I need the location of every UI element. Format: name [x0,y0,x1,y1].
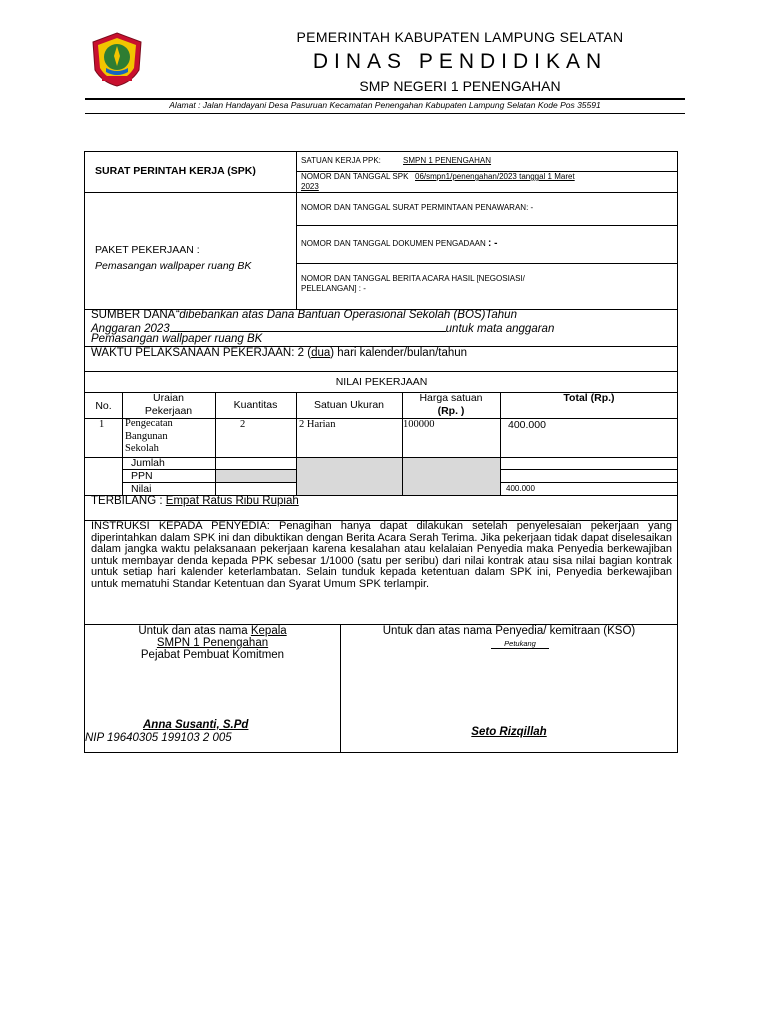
col-uraian: Uraian [153,392,184,404]
terbilang-label: TERBILANG : [91,495,163,507]
dokumen-value: : - [488,238,498,249]
regency-logo [88,30,146,88]
terbilang [91,495,299,507]
divider [85,371,678,372]
row-harga: 100000 [403,419,435,430]
terbilang-value: Empat Ratus Ribu Rupiah [165,495,299,507]
divider [500,392,501,495]
uraian-line: Sekolah [125,443,159,454]
satker-label: SATUAN KERJA PPK: [301,156,381,165]
row-satuan: 2 Harian [299,419,336,430]
divider [296,263,678,264]
jumlah-label: Jumlah [131,457,165,469]
sign-left-line1 [85,625,340,637]
shaded-cell [403,458,500,495]
sign-left-name: Anna Susanti, S.Pd [143,719,249,731]
instruksi-penyedia: INSTRUKSI KEPADA PENYEDIA: Penagihan hanya dapat dilakukan setelah penyelesaian pekerjaan yang diperintahkan dalam SPK ini dan dibuktikan dengan Berita Acara Serah Terima. Jika pekerjaan tidak dapat diselesaikan dalam jangka waktu pelaksanaan pekerjaan karena kesalahan atau kelalaian Penyedia maka Penyedia berkewajiban untuk membayar denda kepada PPK sebesar 1/1000 (satu per seribu) dari nilai kontrak atau sisa nilai bagian kontrak untuk setiap hari kalender keterlambatan. Selain tunduk kepada ketentuan dalam SPK ini, Penyedia berkewajiban untuk mematuhi Standar Ketentuan dan Syarat Umum SPK terlampir. [91,520,672,590]
sign-right-line1: Untuk dan atas nama Penyedia/ kemitraan (KSO) [382,625,636,637]
row-no: 1 [99,419,105,430]
anggaran-year: Anggaran 2023 [91,323,170,335]
row-total: 400.000 [508,419,546,431]
permintaan-penawaran: NOMOR DAN TANGGAL SURAT PERMINTAAN PENAWARAN: - [301,203,534,212]
nilai-pekerjaan-title: NILAI PEKERJAAN [335,376,428,388]
nilai-label: Nilai [131,483,152,495]
berita-acara-line1: NOMOR DAN TANGGAL BERITA ACARA HASIL [NEGOSIASI/ [301,274,525,283]
sumber-dana-label: SUMBER DANA [91,309,176,321]
agency-title: DINAS PENDIDIKAN [312,50,608,73]
sumber-dana-text: “dibebankan atas Dana Bantuan Operasional Sekolah (BOS)Tahun [175,309,517,321]
divider [296,225,678,226]
uraian-line: Pengecatan [125,418,173,429]
school-title: SMP NEGERI 1 PENENGAHAN [359,78,561,94]
government-title: PEMERINTAH KABUPATEN LAMPUNG SELATAN [296,29,624,45]
ppn-label: PPN [131,470,153,482]
waktu-dua: dua [311,347,331,359]
uraian-line: Bangunan [125,430,168,442]
paket-value: Pemasangan wallpaper ruang BK [95,260,252,272]
sign-left-school: SMPN 1 Penengahan [156,637,269,649]
sign-left-nip: NIP 19640305 199103 2 005 [85,732,232,744]
sign-right-name: Seto Rizqillah [471,726,547,738]
col-uraian-2: Pekerjaan [144,405,193,417]
spk-form [84,151,678,753]
spk-number-value: 06/smpn1/penengahan/2023 tanggal 1 Maret [415,172,575,181]
spk-number-year: 2023 [301,182,319,191]
dokumen-pengadaan [301,238,497,249]
waktu-label: WAKTU PELAKSANAAN PEKERJAAN: 2 ( [91,347,312,359]
spk-title: SURAT PERINTAH KERJA (SPK) [95,165,256,177]
sign-left-on-behalf: Untuk dan atas nama [138,625,248,637]
divider [85,418,678,419]
row-uraian [125,418,173,456]
nilai-total: 400.000 [506,484,535,493]
sumber-dana-line3: Pemasangan wallpaper ruang BK [91,333,263,345]
col-kuantitas: Kuantitas [233,399,278,411]
col-no: No. [95,400,112,412]
col-satuan: Satuan Ukuran [313,399,385,411]
waktu-pelaksanaan [91,347,467,359]
sign-right-company: Petukang [491,639,549,649]
col-harga: Harga satuan [419,392,483,404]
mata-anggaran-label: untuk mata anggaran [445,323,555,335]
waktu-suffix: ) hari kalender/bulan/tahun [330,347,468,359]
paket-label: PAKET PEKERJAAN : [95,244,200,256]
divider [296,152,297,309]
berita-acara-line2: PELELANGAN] : - [301,284,366,293]
satker-value: SMPN 1 PENENGAHAN [403,156,492,165]
sign-left-kepala: Kepala [250,625,287,637]
sumber-dana-line1 [91,309,517,321]
col-total: Total (Rp.) [563,392,615,404]
divider [85,192,678,193]
header-rule-bottom [85,113,685,114]
row-kuantitas: 2 [240,419,246,430]
school-address: Alamat : Jalan Handayani Desa Pasuruan Kecamatan Penengahan Kabupaten Lampung Selatan Kode Pos 35591 [169,100,601,110]
sign-left-role: Pejabat Pembuat Komitmen [140,649,285,661]
shaded-cell [297,458,402,495]
blank-line [170,321,446,332]
dokumen-label: NOMOR DAN TANGGAL DOKUMEN PENGADAAN [301,239,486,248]
shaded-cell [216,470,296,482]
spk-number-label: NOMOR DAN TANGGAL SPK [301,172,409,181]
col-harga-2: (Rp. ) [437,405,465,417]
